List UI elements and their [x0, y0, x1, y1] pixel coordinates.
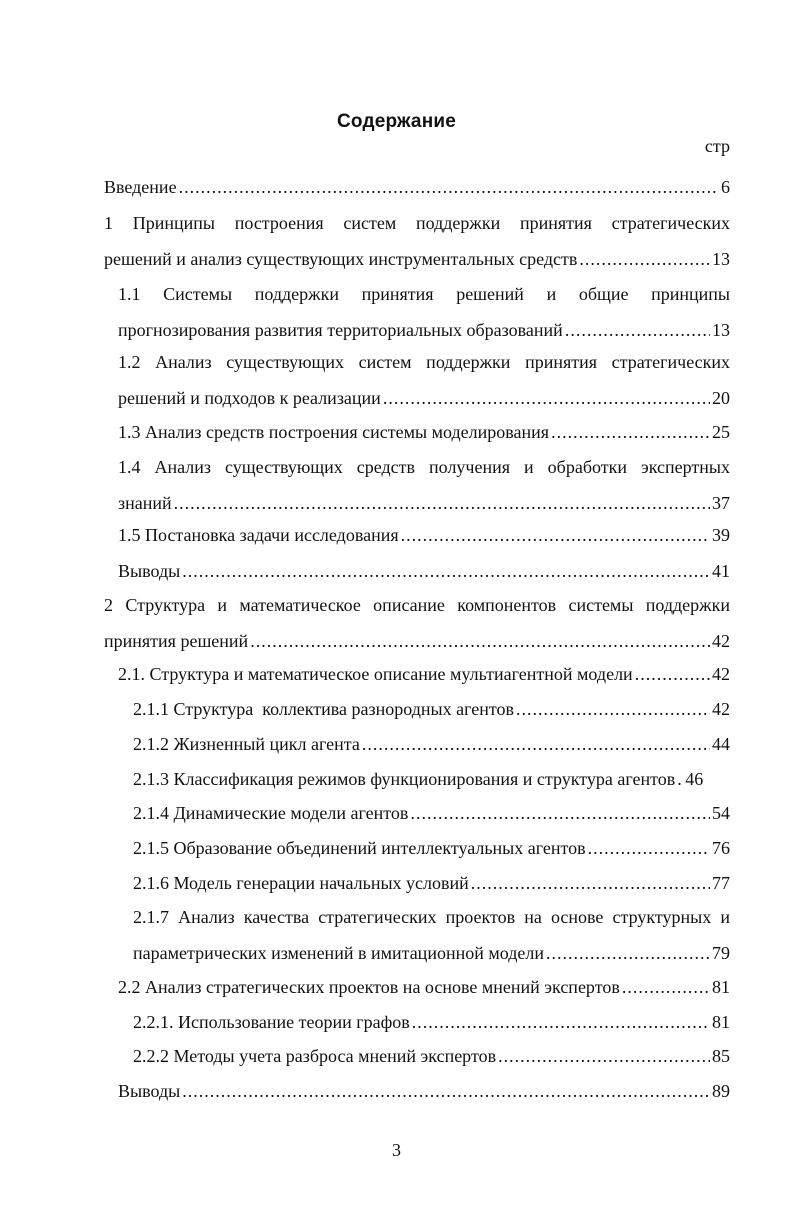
toc-entry-text: 2.1.2 Жизненный цикл агента	[133, 734, 360, 754]
toc-entry-2-1-6[interactable]	[133, 873, 730, 893]
leader-dots	[635, 664, 710, 684]
toc-entry-1-2[interactable]	[118, 352, 730, 408]
toc-entry-text: Введение	[104, 177, 177, 197]
toc-page-number: 76	[712, 838, 730, 858]
toc-entry-text: 2.1. Структура и математическое описание мультиагентной модели	[118, 664, 633, 684]
leader-dots	[516, 699, 710, 719]
toc-entry-text-cont: знаний	[118, 493, 172, 513]
leader-dots	[565, 320, 710, 340]
toc-page-number: 13	[712, 320, 730, 340]
toc-page-number: 42	[712, 631, 730, 651]
toc-entry-2-2-1[interactable]	[133, 1012, 730, 1032]
toc-page-number: 13	[712, 249, 730, 269]
toc-entry-text: 2.1.1 Структура коллектива разнородных агентов	[133, 699, 515, 719]
leader-dots	[362, 734, 710, 754]
toc-page-number: 42	[712, 699, 730, 719]
toc-entry-2-1-5[interactable]	[133, 838, 730, 858]
toc-page-number: 42	[712, 664, 730, 684]
leader-dots	[498, 1046, 710, 1066]
leader-dots	[471, 873, 710, 893]
toc-entry-1-3[interactable]	[118, 422, 730, 442]
toc-page-number: 20	[712, 388, 730, 408]
toc-entry-text: 2.1.5 Образование объединений интеллектуальных агентов	[133, 838, 586, 858]
toc-entry-text: 1.1 Системы поддержки принятия решений и общие принципы	[118, 284, 730, 304]
toc-entry-2-1[interactable]	[118, 664, 730, 684]
toc-entry-2-1-2[interactable]	[133, 734, 730, 754]
toc-entry-text-cont: решений и подходов к реализации	[118, 388, 381, 408]
leader-dots	[622, 977, 710, 997]
toc-entry-text: 1 Принципы построения систем поддержки принятия стратегических	[104, 213, 730, 233]
toc-entry-2-1-1[interactable]	[133, 699, 730, 719]
page-number: 3	[392, 1140, 401, 1160]
toc-entry-2-1-3[interactable]	[133, 769, 730, 789]
toc-entry-text-cont: решений и анализ существующих инструментальных средств	[104, 249, 578, 269]
toc-entry-text: 2 Структура и математическое описание компонентов системы поддержки	[104, 595, 730, 615]
leader-dots	[182, 1081, 710, 1101]
page-column-label: стр	[704, 136, 730, 156]
toc-entry-1-4[interactable]	[118, 457, 730, 513]
leader-dots	[401, 525, 710, 545]
toc-entry-text: 1.3 Анализ средств построения системы моделирования	[118, 422, 550, 442]
toc-page-number: 81	[712, 977, 730, 997]
toc-entry-2-1-7[interactable]	[133, 907, 730, 963]
toc-entry-text: 2.1.7 Анализ качества стратегических проектов на основе структурных и	[133, 907, 730, 927]
toc-entry-text: 2.2.2 Методы учета разброса мнений экспертов	[133, 1046, 497, 1066]
toc-page-number: 44	[712, 734, 730, 754]
toc-entry-text: 1.4 Анализ существующих средств получения и обработки экспертных	[118, 457, 730, 477]
toc-entry-intro[interactable]	[104, 177, 730, 197]
toc-entry-text: 1.5 Постановка задачи исследования	[118, 525, 399, 545]
toc-entry-text: Выводы	[118, 561, 181, 581]
toc-page-number: 79	[712, 943, 730, 963]
leader-dots	[677, 769, 683, 789]
toc-entry-text: 2.1.4 Динамические модели агентов	[133, 803, 409, 823]
leader-dots	[588, 838, 710, 858]
toc-entry-chapter-2[interactable]	[104, 595, 730, 651]
toc-page-number: 41	[712, 561, 730, 581]
toc-entry-2-1-4[interactable]	[133, 803, 730, 823]
toc-entry-text: 1.2 Анализ существующих систем поддержки принятия стратегических	[118, 352, 730, 372]
toc-page-number: 81	[712, 1012, 730, 1032]
leader-dots	[250, 631, 710, 651]
leader-dots	[179, 177, 719, 197]
toc-page-number: 89	[712, 1081, 730, 1101]
leader-dots	[579, 249, 710, 269]
toc-page-number: 85	[712, 1046, 730, 1066]
leader-dots	[182, 561, 710, 581]
leader-dots	[410, 803, 710, 823]
leader-dots	[174, 493, 710, 513]
toc-entry-text: Выводы	[118, 1081, 181, 1101]
toc-entry-text: 2.2 Анализ стратегических проектов на основе мнений экспертов	[118, 977, 620, 997]
toc-page-number: 46	[685, 769, 704, 789]
leader-dots	[551, 422, 710, 442]
toc-entry-text: 2.1.6 Модель генерации начальных условий	[133, 873, 469, 893]
leader-dots	[412, 1012, 710, 1032]
toc-entry-text: 2.2.1. Использование теории графов	[133, 1012, 410, 1032]
leader-dots	[383, 388, 710, 408]
toc-page-number: 37	[712, 493, 730, 513]
toc-page-number: 6	[721, 177, 730, 197]
toc-page-number: 77	[712, 873, 730, 893]
toc-entry-text-cont: прогнозирования развития территориальных образований	[118, 320, 563, 340]
toc-page-number: 54	[712, 803, 730, 823]
toc-entry-2-2[interactable]	[118, 977, 730, 997]
toc-entry-conclusions-2[interactable]	[118, 1081, 730, 1101]
leader-dots	[546, 943, 710, 963]
toc-entry-conclusions-1[interactable]	[118, 561, 730, 581]
toc-page-number: 39	[712, 525, 730, 545]
toc-entry-text-cont: принятия решений	[104, 631, 249, 651]
page-title: Содержание	[336, 111, 457, 132]
toc-page-number: 25	[712, 422, 730, 442]
toc-entry-chapter-1[interactable]	[104, 213, 730, 269]
toc-entry-text: 2.1.3 Классификация режимов функционирования и структура агентов	[133, 769, 676, 789]
toc-entry-1-5[interactable]	[118, 525, 730, 545]
toc-entry-2-2-2[interactable]	[133, 1046, 730, 1066]
toc-entry-1-1[interactable]	[118, 284, 730, 340]
toc-entry-text-cont: параметрических изменений в имитационной модели	[133, 943, 544, 963]
